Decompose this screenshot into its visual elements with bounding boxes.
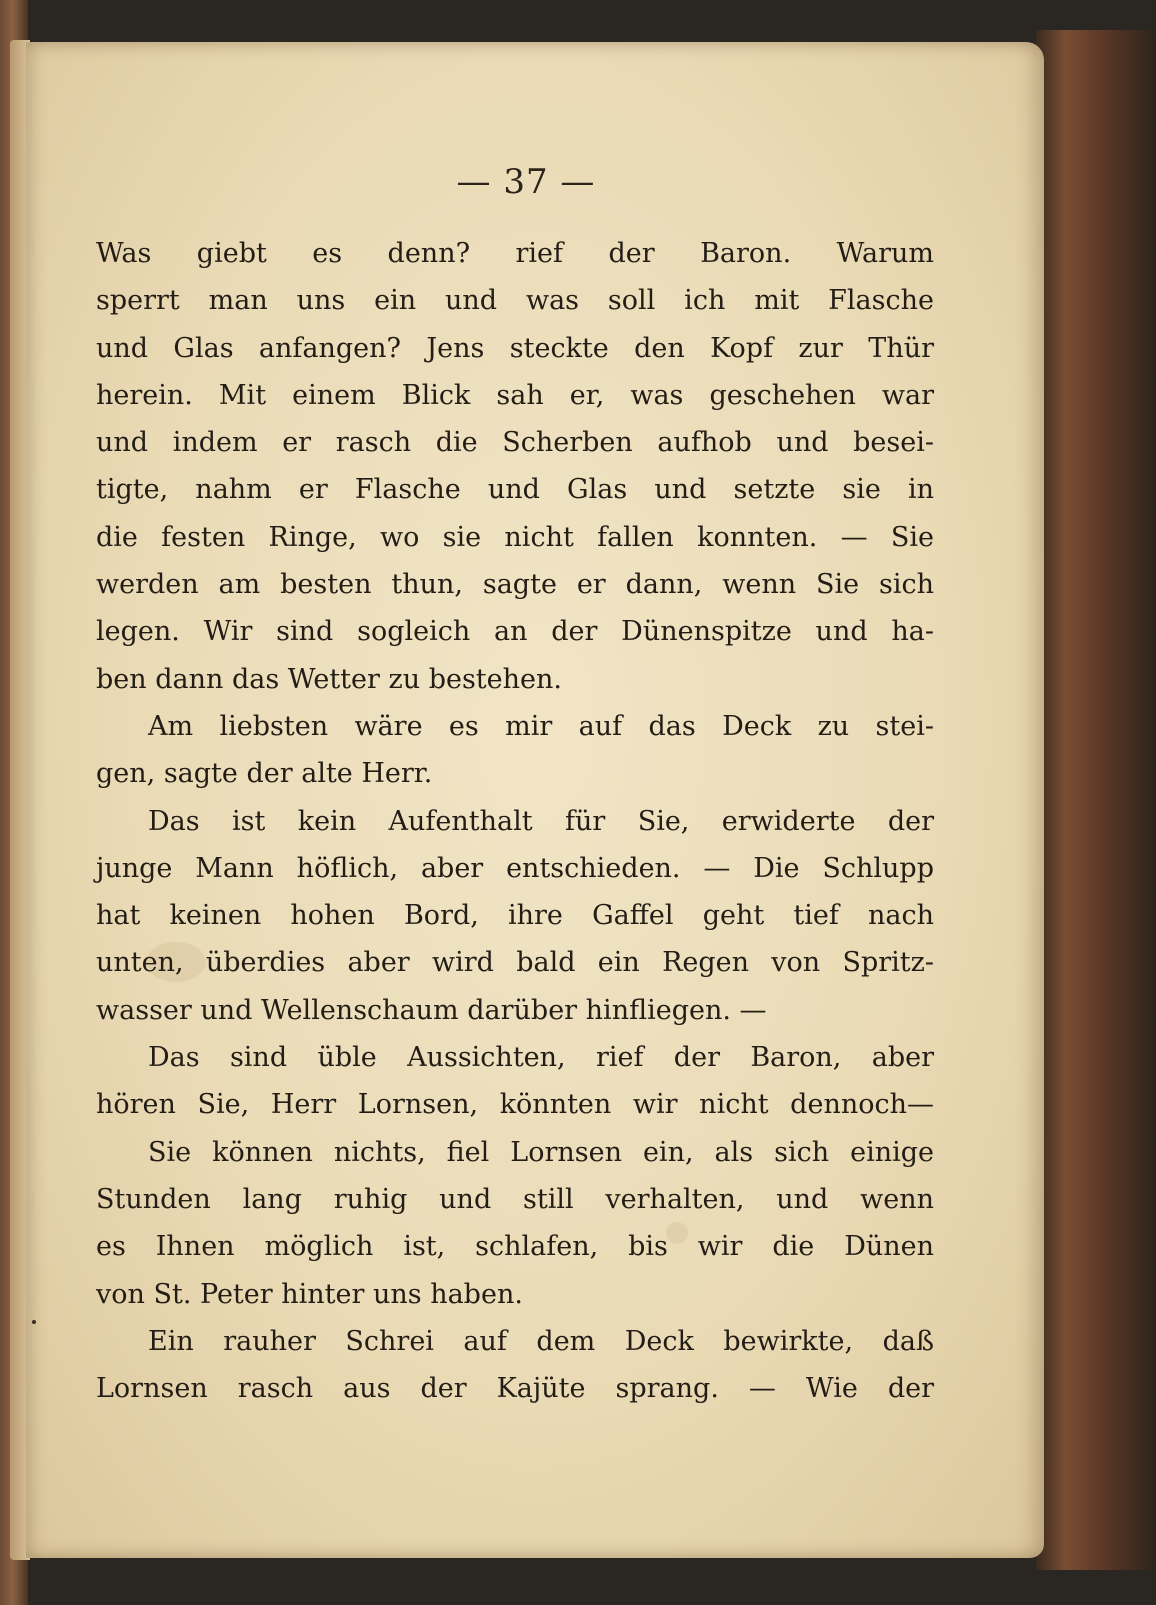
text-line: legen. Wir sind sogleich an der Dünenspitze und ha- xyxy=(96,616,934,648)
text-line: herein. Mit einem Blick sah er, was geschehen war xyxy=(96,379,934,411)
text-line: wasser und Wellenschaum darüber hinfliegen. — xyxy=(96,994,767,1026)
text-line: junge Mann höflich, aber entschieden. — Die Schlupp xyxy=(96,852,934,884)
text-line: Was giebt es denn? rief der Baron. Warum xyxy=(96,238,934,269)
text-line: Lornsen rasch aus der Kajüte sprang. — Wie der xyxy=(96,1373,934,1405)
book-page xyxy=(26,42,1044,1558)
text-line: unten, überdies aber wird bald ein Regen von Spritz- xyxy=(96,947,934,979)
text-line: Sie können nichts, fiel Lornsen ein, als sich einige xyxy=(148,1136,934,1168)
text-line: hat keinen hohen Bord, ihre Gaffel geht tief nach xyxy=(96,900,934,932)
paragraph xyxy=(96,798,934,1034)
text-line: von St. Peter hinter uns haben. xyxy=(96,1278,523,1310)
page-number: — 37 — xyxy=(456,162,596,202)
text-line: Am liebsten wäre es mir auf das Deck zu stei- xyxy=(148,710,934,742)
text-line: tigte, nahm er Flasche und Glas und setzte sie in xyxy=(96,474,934,506)
text-line: ben dann das Wetter zu bestehen. xyxy=(96,663,562,695)
book-cover-edge xyxy=(1036,30,1156,1570)
text-line: und indem er rasch die Scherben aufhob und besei- xyxy=(96,427,934,459)
text-line: Das sind üble Aussichten, rief der Baron, aber xyxy=(148,1042,934,1074)
ink-speck xyxy=(32,1320,36,1324)
text-line: hören Sie, Herr Lornsen, könnten wir nicht dennoch— xyxy=(96,1089,934,1121)
text-line: die festen Ringe, wo sie nicht fallen konnten. — Sie xyxy=(96,521,934,553)
text-line: Ein rauher Schrei auf dem Deck bewirkte, daß xyxy=(148,1325,934,1357)
paragraph xyxy=(96,1318,934,1413)
paragraph xyxy=(96,1034,934,1129)
text-line: sperrt man uns ein und was soll ich mit Flasche xyxy=(96,285,934,317)
paragraph xyxy=(96,1129,934,1318)
text-line: Das ist kein Aufenthalt für Sie, erwiderte der xyxy=(148,805,934,837)
text-line: es Ihnen möglich ist, schlafen, bis wir die Dünen xyxy=(96,1231,934,1263)
page-body-text xyxy=(96,230,934,1412)
paragraph xyxy=(96,703,934,798)
text-line: werden am besten thun, sagte er dann, wenn Sie sich xyxy=(96,569,934,601)
text-line: und Glas anfangen? Jens steckte den Kopf zur Thür xyxy=(96,332,934,364)
text-line: gen, sagte der alte Herr. xyxy=(96,758,433,790)
paragraph xyxy=(96,230,934,703)
text-line: Stunden lang ruhig und still verhalten, und wenn xyxy=(96,1183,934,1215)
